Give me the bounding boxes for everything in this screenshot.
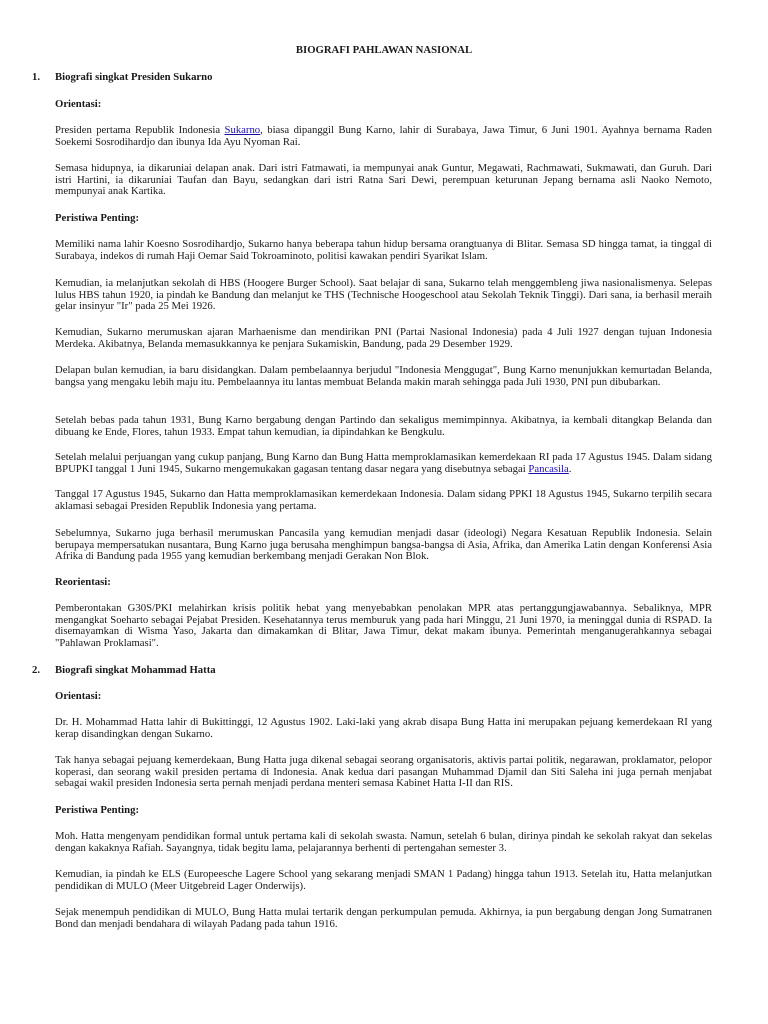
pancasila-link[interactable]: Pancasila bbox=[528, 462, 569, 475]
paragraph bbox=[55, 452, 712, 475]
paragraph-text: , biasa dipanggil Bung Karno, lahir di Surabaya, Jawa Timur, 6 Juni 1901. Ayahnya bernama Raden Soekemi Sosrodihardjo dan ibunya Ida Ayu Nyoman Rai. bbox=[55, 124, 712, 148]
paragraph: Sebelumnya, Sukarno juga berhasil merumuskan Pancasila yang kemudian menjadi dasar (ideologi) Negara Kesatuan Republik Indonesia. Selain berupaya mempersatukan nusantara, Bung Karno juga berusaha menghimpun bangsa-bangsa di Asia, Afrika, dan Amerika Latin dengan Konferensi Asia Afrika di Bandung pada 1955 yang kemudian berkembang menjadi Gerakan Non Blok. bbox=[55, 527, 712, 562]
section-number: 1. bbox=[32, 71, 41, 83]
section-title: Biografi singkat Mohammad Hatta bbox=[55, 664, 216, 676]
paragraph: Pemberontakan G30S/PKI melahirkan krisis politik hebat yang menyebabkan penolakan MPR atas pertanggungjawabannya. Sebaliknya, MPR mengangkat Soeharto sebagai Pejabat Presiden. Kesehatannya terus memburuk yang pada hari Minggu, 21 Juni 1970, ia meninggal dunia di RSPAD. Ia disemayamkan di Wisma Yaso, Jakarta dan dimakamkan di Blitar, Jawa Timur, dekat makam ibunya. Pemerintah menganugerahkannya sebagai "Pahlawan Proklamasi". bbox=[55, 602, 712, 649]
section-heading-hatta bbox=[32, 665, 216, 677]
document-title: BIOGRAFI PAHLAWAN NASIONAL bbox=[295, 44, 473, 56]
paragraph-text: Setelah melalui perjuangan yang cukup panjang, Bung Karno dan Bung Hatta memproklamasikan kemerdekaan RI pada 17 Agustus 1945. Dalam sidang BPUPKI tanggal 1 Juni 1945, Sukarno mengemukakan gagasan tentang dasar negara yang disebutnya sebagai bbox=[55, 451, 712, 475]
paragraph: Tak hanya sebagai pejuang kemerdekaan, Bung Hatta juga dikenal sebagai seorang organisatoris, aktivis partai politik, negarawan, proklamator, pelopor koperasi, dan seorang wakil presiden pertama di Indonesia. Anak kedua dari pasangan Muhammad Djamil dan Siti Saleha ini juga pernah menjabat sebagai wakil presiden Indonesia serta pernah menjadi perdana menteri semasa Kabinet Hatta I-II dan RIS. bbox=[55, 754, 712, 789]
paragraph: Sejak menempuh pendidikan di MULO, Bung Hatta mulai tertarik dengan perkumpulan pemuda. Akhirnya, ia pun bergabung dengan Jong Sumatranen Bond dan menjadi bendahara di wilayah Padang pada tahun 1916. bbox=[55, 906, 712, 930]
sukarno-link[interactable]: Sukarno bbox=[224, 124, 261, 136]
paragraph: Moh. Hatta mengenyam pendidikan formal untuk pertama kali di sekolah swasta. Namun, setelah 6 bulan, dirinya pindah ke sekolah rakyat dan sekelas dengan kakaknya Rafiah. Sayangnya, tidak begitu lama, pelajarannya berhenti di pertengahan semester 3. bbox=[55, 830, 712, 854]
paragraph: Kemudian, ia melanjutkan sekolah di HBS (Hoogere Burger School). Saat belajar di sana, Sukarno telah menggembleng jiwa nasionalismenya. Selepas lulus HBS tahun 1920, ia pindah ke Bandung dan melanjut ke THS (Technische Hoogeschool atau Sekolah Teknik Tinggi). Dari sana, ia berhasil meraih gelar insinyur "Ir" pada 25 Mei 1926. bbox=[55, 277, 712, 312]
section-title: Biografi singkat Presiden Sukarno bbox=[55, 71, 213, 83]
paragraph: Semasa hidupnya, ia dikaruniai delapan anak. Dari istri Fatmawati, ia mempunyai anak Guntur, Megawati, Rachmawati, Sukmawati, dan Guruh. Dari istri Hartini, ia dikaruniai Taufan dan Bayu, sedangkan dari istri Ratna Sari Dewi, perempuan keturunan Jepang bernama asli Naoko Nemoto, mempunyai anak Kartika. bbox=[55, 162, 712, 197]
paragraph: Dr. H. Mohammad Hatta lahir di Bukittinggi, 12 Agustus 1902. Laki-laki yang akrab disapa Bung Hatta ini merupakan pejuang kemerdekaan RI yang kerap disandingkan dengan Sukarno. bbox=[55, 716, 712, 740]
subheading-peristiwa-penting: Peristiwa Penting: bbox=[55, 212, 139, 224]
subheading-orientasi: Orientasi: bbox=[55, 690, 102, 702]
subheading-peristiwa-penting: Peristiwa Penting: bbox=[55, 804, 139, 816]
subheading-reorientasi: Reorientasi: bbox=[55, 576, 111, 588]
paragraph bbox=[55, 125, 712, 148]
paragraph: Delapan bulan kemudian, ia baru disidangkan. Dalam pembelaannya berjudul "Indonesia Menggugat", Bung Karno menunjukkan kemurtadan Belanda, bangsa yang mengaku lebih maju itu. Pembelaannya itu lantas membuat Belanda makin marah sehingga pada Juli 1930, PNI pun dibubarkan. bbox=[55, 364, 712, 388]
section-heading-sukarno bbox=[32, 72, 212, 84]
paragraph: Kemudian, ia pindah ke ELS (Europeesche Lagere School yang sekarang menjadi SMAN 1 Padang) hingga tahun 1913. Setelah itu, Hatta melanjutkan pendidikan di MULO (Meer Uitgebreid Lager Onderwijs). bbox=[55, 868, 712, 892]
paragraph: Setelah bebas pada tahun 1931, Bung Karno bergabung dengan Partindo dan sekaligus memimpinnya. Akibatnya, ia kembali ditangkap Belanda dan dibuang ke Ende, Flores, tahun 1933. Empat tahun kemudian, ia dipindahkan ke Bengkulu. bbox=[55, 414, 712, 438]
paragraph: Memiliki nama lahir Koesno Sosrodihardjo, Sukarno hanya beberapa tahun hidup bersama orangtuanya di Blitar. Semasa SD hingga tamat, ia tinggal di Surabaya, indekos di rumah Haji Oemar Said Tokroaminoto, politisi kawakan pendiri Syarikat Islam. bbox=[55, 238, 712, 262]
paragraph: Tanggal 17 Agustus 1945, Sukarno dan Hatta memproklamasikan kemerdekaan Indonesia. Dalam sidang PPKI 18 Agustus 1945, Sukarno terpilih secara aklamasi sebagai Presiden Republik Indonesia yang pertama. bbox=[55, 488, 712, 512]
paragraph-text: . bbox=[568, 462, 572, 475]
paragraph-text: Presiden pertama Republik Indonesia bbox=[55, 124, 225, 136]
subheading-orientasi: Orientasi: bbox=[55, 98, 102, 110]
paragraph: Kemudian, Sukarno merumuskan ajaran Marhaenisme dan mendirikan PNI (Partai Nasional Indonesia) pada 4 Juli 1927 dengan tujuan Indonesia Merdeka. Akibatnya, Belanda memasukkannya ke penjara Sukamiskin, Bandung, pada 29 Desember 1929. bbox=[55, 326, 712, 350]
section-number: 2. bbox=[32, 664, 41, 676]
